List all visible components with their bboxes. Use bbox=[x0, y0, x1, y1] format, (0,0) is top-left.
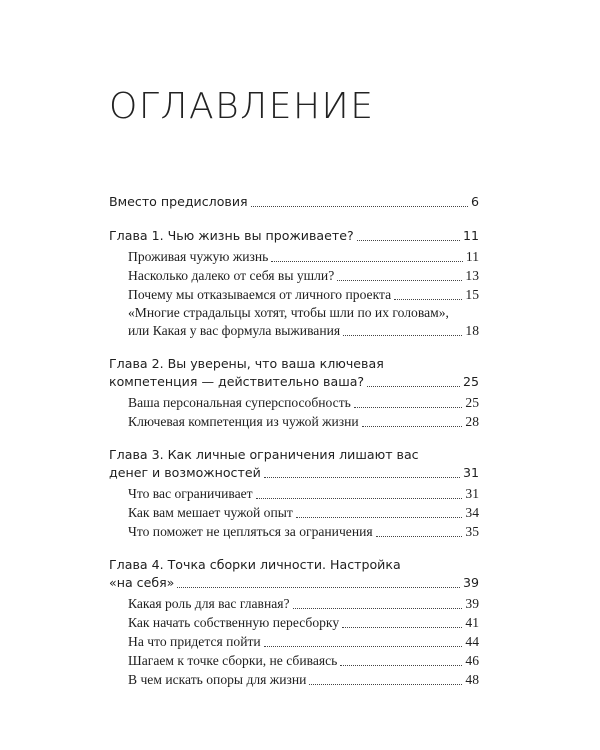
chapter-label-line-1: Глава 3. Как личные ограничения лишают вас bbox=[109, 447, 419, 462]
section-entry[interactable] bbox=[109, 412, 479, 431]
section-label: Ваша персональная суперспособность bbox=[128, 395, 351, 410]
chapter-entry[interactable] bbox=[109, 355, 479, 391]
section-label: Шагаем к точке сборки, не сбиваясь bbox=[128, 653, 338, 668]
page-number: 35 bbox=[465, 524, 479, 539]
section-label-line-2: или Какая у вас формула выживания bbox=[128, 323, 341, 338]
chapter-entry[interactable] bbox=[109, 446, 479, 482]
toc-preface bbox=[109, 192, 479, 211]
dot-leader bbox=[337, 279, 462, 281]
section-label: Ключевая компетенция из чужой жизни bbox=[128, 414, 359, 429]
dot-leader bbox=[362, 425, 463, 427]
section-label: Насколько далеко от себя вы ушли? bbox=[128, 268, 335, 283]
page-number: 34 bbox=[465, 505, 479, 520]
page-number: 28 bbox=[465, 414, 479, 429]
page-number: 44 bbox=[465, 634, 479, 649]
section-label: Проживая чужую жизнь bbox=[128, 249, 269, 264]
dot-leader bbox=[367, 385, 460, 387]
page-number: 39 bbox=[462, 575, 479, 590]
dot-leader bbox=[293, 607, 463, 609]
dot-leader bbox=[343, 334, 462, 336]
dot-leader bbox=[296, 516, 463, 518]
dot-leader bbox=[354, 406, 463, 408]
table-of-contents bbox=[109, 192, 479, 704]
section-label: Как вам мешает чужой опыт bbox=[128, 505, 293, 520]
chapter-entry[interactable] bbox=[109, 226, 479, 245]
dot-leader bbox=[357, 239, 460, 241]
toc-chapter-2 bbox=[109, 355, 479, 431]
section-entry[interactable] bbox=[109, 670, 479, 689]
page-number: 25 bbox=[462, 374, 479, 389]
page-number: 11 bbox=[462, 228, 479, 243]
dot-leader bbox=[271, 260, 463, 262]
section-entry[interactable] bbox=[109, 522, 479, 541]
section-label: Что поможет не цепляться за ограничения bbox=[128, 524, 373, 539]
section-label: Почему мы отказываемся от личного проекта bbox=[128, 287, 392, 302]
section-entry[interactable] bbox=[109, 484, 479, 503]
section-entry[interactable] bbox=[109, 304, 479, 340]
page-number: 13 bbox=[465, 268, 479, 283]
chapter-label: Глава 1. Чью жизнь вы проживаете? bbox=[109, 228, 354, 243]
page-title: ОГЛАВЛЕНИЕ bbox=[109, 86, 375, 127]
dot-leader bbox=[376, 535, 463, 537]
section-label: В чем искать опоры для жизни bbox=[128, 672, 307, 687]
chapter-entry[interactable] bbox=[109, 556, 479, 592]
section-entry[interactable] bbox=[109, 266, 479, 285]
page-number: 39 bbox=[465, 596, 479, 611]
section-label: Что вас ограничивает bbox=[128, 486, 253, 501]
section-entry[interactable] bbox=[109, 393, 479, 412]
page-number: 46 bbox=[465, 653, 479, 668]
chapter-label-line-2: денег и возможностей bbox=[109, 465, 261, 480]
chapter-label-line-1: Глава 2. Вы уверены, что ваша ключевая bbox=[109, 356, 384, 371]
section-label: На что придется пойти bbox=[128, 634, 261, 649]
page-number: 31 bbox=[465, 486, 479, 501]
dot-leader bbox=[256, 497, 463, 499]
chapter-label-line-1: Глава 4. Точка сборки личности. Настройка bbox=[109, 557, 401, 572]
chapter-label-line-2: «на себя» bbox=[109, 575, 175, 590]
page-number: 15 bbox=[465, 287, 479, 302]
chapter-label-line-2: компетенция — действительно ваша? bbox=[109, 374, 365, 389]
dot-leader bbox=[342, 626, 462, 628]
page-number: 18 bbox=[465, 323, 479, 338]
dot-leader bbox=[177, 586, 460, 588]
dot-leader bbox=[251, 205, 468, 207]
dot-leader bbox=[394, 298, 462, 300]
toc-chapter-3 bbox=[109, 446, 479, 541]
section-entry[interactable] bbox=[109, 651, 479, 670]
dot-leader bbox=[264, 476, 460, 478]
section-label: Как начать собственную пересборку bbox=[128, 615, 340, 630]
page-number: 31 bbox=[462, 465, 479, 480]
section-label: Какая роль для вас главная? bbox=[128, 596, 290, 611]
section-entry[interactable] bbox=[109, 503, 479, 522]
section-entry[interactable] bbox=[109, 594, 479, 613]
dot-leader bbox=[264, 645, 463, 647]
section-entry[interactable] bbox=[109, 285, 479, 304]
dot-leader bbox=[340, 664, 462, 666]
dot-leader bbox=[309, 683, 462, 685]
section-entry[interactable] bbox=[109, 632, 479, 651]
entry-label: Вместо предисловия bbox=[109, 194, 248, 209]
toc-chapter-1 bbox=[109, 226, 479, 340]
toc-entry[interactable] bbox=[109, 192, 479, 211]
section-entry[interactable] bbox=[109, 613, 479, 632]
section-label-line-1: «Многие страдальцы хотят, чтобы шли по их головам», bbox=[128, 305, 449, 320]
page-number: 11 bbox=[465, 249, 479, 264]
page-number: 25 bbox=[465, 395, 479, 410]
page-number: 41 bbox=[465, 615, 479, 630]
page-number: 6 bbox=[470, 194, 479, 209]
toc-chapter-4 bbox=[109, 556, 479, 689]
section-entry[interactable] bbox=[109, 247, 479, 266]
page-number: 48 bbox=[465, 672, 479, 687]
